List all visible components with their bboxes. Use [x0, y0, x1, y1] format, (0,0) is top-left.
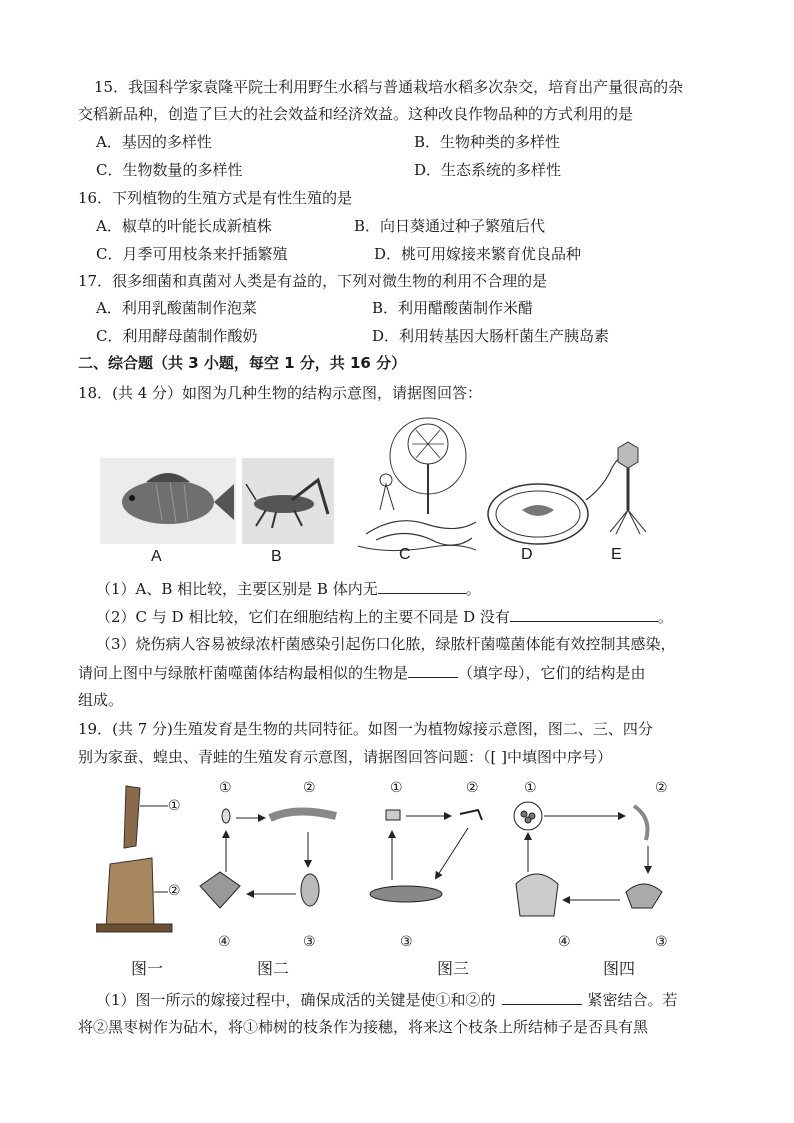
bacterium-figure — [488, 454, 626, 544]
q17-option-b: B．利用醋酸菌制作米醋 — [372, 299, 534, 317]
q15-option-d: D．生态系统的多样性 — [414, 161, 562, 179]
fig3-label-3: ③ — [400, 934, 413, 950]
q17-option-c: C．利用酵母菌制作酸奶 — [96, 327, 258, 345]
fig1-label-1: ① — [168, 798, 181, 814]
fig4-label-1: ① — [524, 780, 537, 796]
grasshopper-figure — [242, 458, 334, 544]
q19-line2: 别为家蚕、蝗虫、青蛙的生殖发育示意图，请据图回答问题：（[ ]中填图中序号） — [78, 748, 612, 766]
caption-fig1: 图一 — [131, 961, 164, 978]
q16-option-d: D．桃可用嫁接来繁育优良品种 — [374, 245, 582, 263]
silkworm-cycle-figure — [200, 809, 336, 908]
fig2-label-1: ① — [219, 780, 232, 796]
q19-life-cycle-figure — [96, 776, 716, 946]
q18-part1 — [96, 577, 481, 600]
q15-line2: 交稻新品种，创造了巨大的社会效益和经济效益。这种改良作物品种的方式利用的是 — [78, 105, 634, 123]
q18-part3-blank[interactable] — [408, 661, 458, 678]
grafting-figure — [96, 786, 172, 932]
fig3-label-2: ② — [466, 780, 479, 796]
mold-figure — [358, 418, 476, 551]
q15-option-c: C．生物数量的多样性 — [96, 161, 243, 179]
caption-fig2: 图二 — [257, 961, 290, 978]
grasshopper-cycle-figure — [370, 810, 482, 902]
label-d: D — [521, 546, 533, 563]
frog-cycle-figure — [514, 802, 662, 916]
q16-stem: 16．下列植物的生殖方式是有性生殖的是 — [78, 189, 353, 207]
q18-part1-end: 。 — [465, 580, 481, 598]
fig2-label-4: ④ — [218, 934, 231, 950]
caption-fig4: 图四 — [603, 961, 636, 978]
q17-option-d: D．利用转基因大肠杆菌生产胰岛素 — [372, 327, 610, 345]
q16-option-a: A．椒草的叶能长成新植株 — [96, 217, 272, 235]
q18-part3-line3: 组成。 — [78, 691, 124, 709]
q18-part3-end: （填字母），它们的结构是由 — [458, 664, 646, 682]
q19-part1-line1 — [96, 988, 678, 1011]
fig3-label-1: ① — [390, 780, 403, 796]
q16-option-b: B．向日葵通过种子繁殖后代 — [354, 217, 546, 235]
q18-part2-blank[interactable] — [510, 605, 658, 622]
q18-part3-text: 请问上图中与绿脓杆菌噬菌体结构最相似的生物是 — [78, 664, 409, 682]
fish-figure — [100, 458, 236, 544]
q18-organisms-figure — [96, 414, 736, 574]
q18-part2 — [96, 605, 673, 628]
q16-option-c: C．月季可用枝条来扦插繁殖 — [96, 245, 288, 263]
q15-option-a: A．基因的多样性 — [96, 133, 212, 151]
q15-option-b: B．生物种类的多样性 — [414, 133, 561, 151]
label-a: A — [151, 548, 162, 565]
q17-stem: 17．很多细菌和真菌对人类是有益的，下列对微生物的利用不合理的是 — [78, 272, 548, 290]
caption-fig3: 图三 — [437, 961, 470, 978]
q18-part2-text: （2）C 与 D 相比较，它们在细胞结构上的主要不同是 D 没有 — [96, 608, 510, 626]
section-heading: 二、综合题（共 3 小题，每空 1 分，共 16 分） — [78, 354, 407, 372]
q18-part3-line2 — [78, 661, 646, 684]
q18-part3-line1: （3）烧伤病人容易被绿浓杆菌感染引起伤口化脓，绿脓杆菌噬菌体能有效控制其感染， — [96, 635, 676, 653]
fig4-label-2: ② — [655, 780, 668, 796]
q19-part1-blank[interactable] — [502, 988, 582, 1005]
q18-part1-blank[interactable] — [378, 577, 466, 594]
fig1-label-2: ② — [168, 883, 181, 899]
q19-part1-line2: 将②黑枣树作为砧木，将①柿树的枝条作为接穗，将来这个枝条上所结柿子是否具有黑 — [78, 1018, 649, 1036]
q18-part1-text: （1）A、B 相比较，主要区别是 B 体内无 — [96, 580, 378, 598]
q15-line1: 15．我国科学家袁隆平院士利用野生水稻与普通栽培水稻多次杂交，培育出产量很高的杂 — [94, 78, 684, 96]
q19-part1-end: 紧密结合。若 — [587, 991, 678, 1009]
label-b: B — [271, 548, 282, 565]
label-e: E — [611, 546, 622, 563]
q19-line1: 19．(共 7 分)生殖发育是生物的共同特征。如图一为植物嫁接示意图，图二、三、四分 — [78, 720, 653, 738]
fig2-label-2: ② — [303, 780, 316, 796]
q19-part1-text: （1）图一所示的嫁接过程中，确保成活的关键是使①和②的 — [96, 991, 496, 1009]
label-c: C — [399, 546, 411, 563]
q18-stem: 18．(共 4 分）如图为几种生物的结构示意图，请据图回答： — [78, 384, 483, 402]
fig4-label-4: ④ — [558, 934, 571, 950]
bacteriophage-figure — [610, 442, 646, 534]
fig4-label-3: ③ — [655, 934, 668, 950]
q17-option-a: A．利用乳酸菌制作泡菜 — [96, 299, 257, 317]
fig2-label-3: ③ — [303, 934, 316, 950]
q18-part2-end: 。 — [657, 608, 673, 626]
